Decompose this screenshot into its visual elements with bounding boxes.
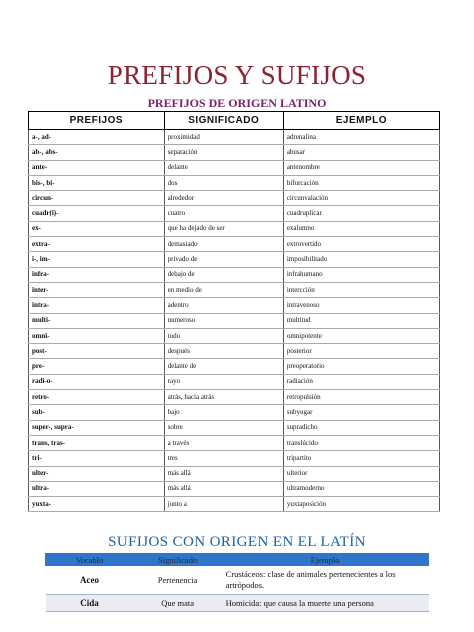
table-row <box>29 145 440 160</box>
significado-cell: atrás, hacia atrás <box>164 390 283 405</box>
ejemplo-cell: bifurcación <box>283 175 439 190</box>
prefijo-cell: circun- <box>29 191 165 206</box>
significado-cell: alrededor <box>164 191 283 206</box>
table-row <box>29 267 440 282</box>
table-row <box>46 595 429 612</box>
significado-cell: más allá <box>164 466 283 481</box>
header-prefijos: PREFIJOS <box>29 112 165 130</box>
prefijo-cell: post- <box>29 344 165 359</box>
significado-cell: junto a <box>164 497 283 512</box>
significado-cell: después <box>164 344 283 359</box>
significado-cell: delante de <box>164 359 283 374</box>
table-row <box>29 313 440 328</box>
ejemplo-cell: antenombre <box>283 160 439 175</box>
ejemplo-cell: multitud <box>283 313 439 328</box>
table-row <box>29 160 440 175</box>
significado-cell: dos <box>164 175 283 190</box>
ejemplo-cell: intravenoso <box>283 298 439 313</box>
prefijo-cell: trans, tras- <box>29 435 165 450</box>
prefijo-cell: infra- <box>29 267 165 282</box>
table-row <box>29 451 440 466</box>
prefijos-section-title: PREFIJOS DE ORIGEN LATINO <box>147 96 327 110</box>
prefijo-cell: ultra- <box>29 481 165 496</box>
prefijo-cell: retro- <box>29 390 165 405</box>
significado-cell: que ha dejado de ser <box>164 221 283 236</box>
ejemplo-cell: yuxtaposición <box>283 497 439 512</box>
significado-cell: más allá <box>164 481 283 496</box>
significado-cell: rayo <box>164 374 283 389</box>
sufijos-section-title: SUFIJOS CON ORIGEN EN EL LATÍN <box>108 534 366 550</box>
vocablo-cell: Cida <box>46 595 134 612</box>
significado-cell: Que mata <box>134 595 222 612</box>
header-significado: Significado <box>134 554 222 566</box>
prefijo-cell: inter- <box>29 282 165 297</box>
prefijo-cell: extra- <box>29 237 165 252</box>
vocablo-cell: Aceo <box>46 566 134 595</box>
table-row <box>29 282 440 297</box>
page-title: PREFIJOS Y SUFIJOS <box>107 60 367 90</box>
ejemplo-cell: intercción <box>283 282 439 297</box>
prefijo-cell: multi- <box>29 313 165 328</box>
header-ejemplo: EJEMPLO <box>283 112 439 130</box>
table-row <box>29 497 440 512</box>
table-row <box>29 481 440 496</box>
table-row <box>29 191 440 206</box>
table-row <box>29 298 440 313</box>
significado-cell: Pertenencia <box>134 566 222 595</box>
sufijos-header-row <box>46 554 429 566</box>
ejemplo-cell: posterior <box>283 344 439 359</box>
table-row <box>29 175 440 190</box>
header-vocablo: Vocablo <box>46 554 134 566</box>
prefijo-cell: cuadr(i)- <box>29 206 165 221</box>
table-row <box>29 359 440 374</box>
prefijo-cell: sub- <box>29 405 165 420</box>
ejemplo-cell: cuadruplicar <box>283 206 439 221</box>
table-row <box>29 405 440 420</box>
table-row <box>29 435 440 450</box>
significado-cell: proximidad <box>164 130 283 145</box>
prefijo-cell: radi-o- <box>29 374 165 389</box>
ejemplo-cell: retropulsión <box>283 390 439 405</box>
significado-cell: sobre <box>164 420 283 435</box>
prefijo-cell: super-, supra- <box>29 420 165 435</box>
significado-cell: separación <box>164 145 283 160</box>
prefijo-cell: a-, ad- <box>29 130 165 145</box>
prefijo-cell: yuxta- <box>29 497 165 512</box>
ejemplo-cell: preoperatorio <box>283 359 439 374</box>
table-row <box>29 237 440 252</box>
ejemplo-cell: ultramoderno <box>283 481 439 496</box>
ejemplo-cell: infrahumano <box>283 267 439 282</box>
header-significado: SIGNIFICADO <box>164 112 283 130</box>
table-row <box>29 221 440 236</box>
sufijos-table <box>45 553 429 612</box>
significado-cell: demasiado <box>164 237 283 252</box>
prefijo-cell: tri- <box>29 451 165 466</box>
table-row <box>29 328 440 343</box>
ejemplo-cell: tripartito <box>283 451 439 466</box>
significado-cell: en medio de <box>164 282 283 297</box>
ejemplo-cell: ulterior <box>283 466 439 481</box>
significado-cell: cuatro <box>164 206 283 221</box>
significado-cell: numeroso <box>164 313 283 328</box>
significado-cell: todo <box>164 328 283 343</box>
prefijo-cell: intra- <box>29 298 165 313</box>
prefijo-cell: ex- <box>29 221 165 236</box>
header-ejemplo: Ejemplo <box>222 554 429 566</box>
prefijo-cell: omni- <box>29 328 165 343</box>
significado-cell: bajo <box>164 405 283 420</box>
significado-cell: a través <box>164 435 283 450</box>
table-row <box>29 390 440 405</box>
ejemplo-cell: omnipotente <box>283 328 439 343</box>
ejemplo-cell: Crustáceos: clase de animales pertenecientes a los artrópodos. <box>222 566 429 595</box>
prefijos-header-row <box>29 112 440 130</box>
ejemplo-cell: circunvalación <box>283 191 439 206</box>
prefijo-cell: pre- <box>29 359 165 374</box>
significado-cell: tres <box>164 451 283 466</box>
prefijo-cell: ab-, abs- <box>29 145 165 160</box>
ejemplo-cell: adrenalina <box>283 130 439 145</box>
prefijo-cell: i-, im- <box>29 252 165 267</box>
significado-cell: debajo de <box>164 267 283 282</box>
table-row <box>29 206 440 221</box>
table-row <box>29 344 440 359</box>
prefijo-cell: ante- <box>29 160 165 175</box>
prefijo-cell: ulter- <box>29 466 165 481</box>
table-row <box>29 420 440 435</box>
ejemplo-cell: Homicida: que causa la muerte una persona <box>222 595 429 612</box>
ejemplo-cell: subyugar <box>283 405 439 420</box>
table-row <box>29 374 440 389</box>
ejemplo-cell: imposibilitado <box>283 252 439 267</box>
significado-cell: privado de <box>164 252 283 267</box>
prefijos-table <box>28 111 440 512</box>
ejemplo-cell: abusar <box>283 145 439 160</box>
ejemplo-cell: radiación <box>283 374 439 389</box>
ejemplo-cell: translúcido <box>283 435 439 450</box>
prefijo-cell: bis-, bi- <box>29 175 165 190</box>
table-row <box>46 566 429 595</box>
table-row <box>29 466 440 481</box>
significado-cell: delante <box>164 160 283 175</box>
ejemplo-cell: exalumno <box>283 221 439 236</box>
table-row <box>29 130 440 145</box>
table-row <box>29 252 440 267</box>
ejemplo-cell: supradicho <box>283 420 439 435</box>
ejemplo-cell: extrovertido <box>283 237 439 252</box>
significado-cell: adentro <box>164 298 283 313</box>
